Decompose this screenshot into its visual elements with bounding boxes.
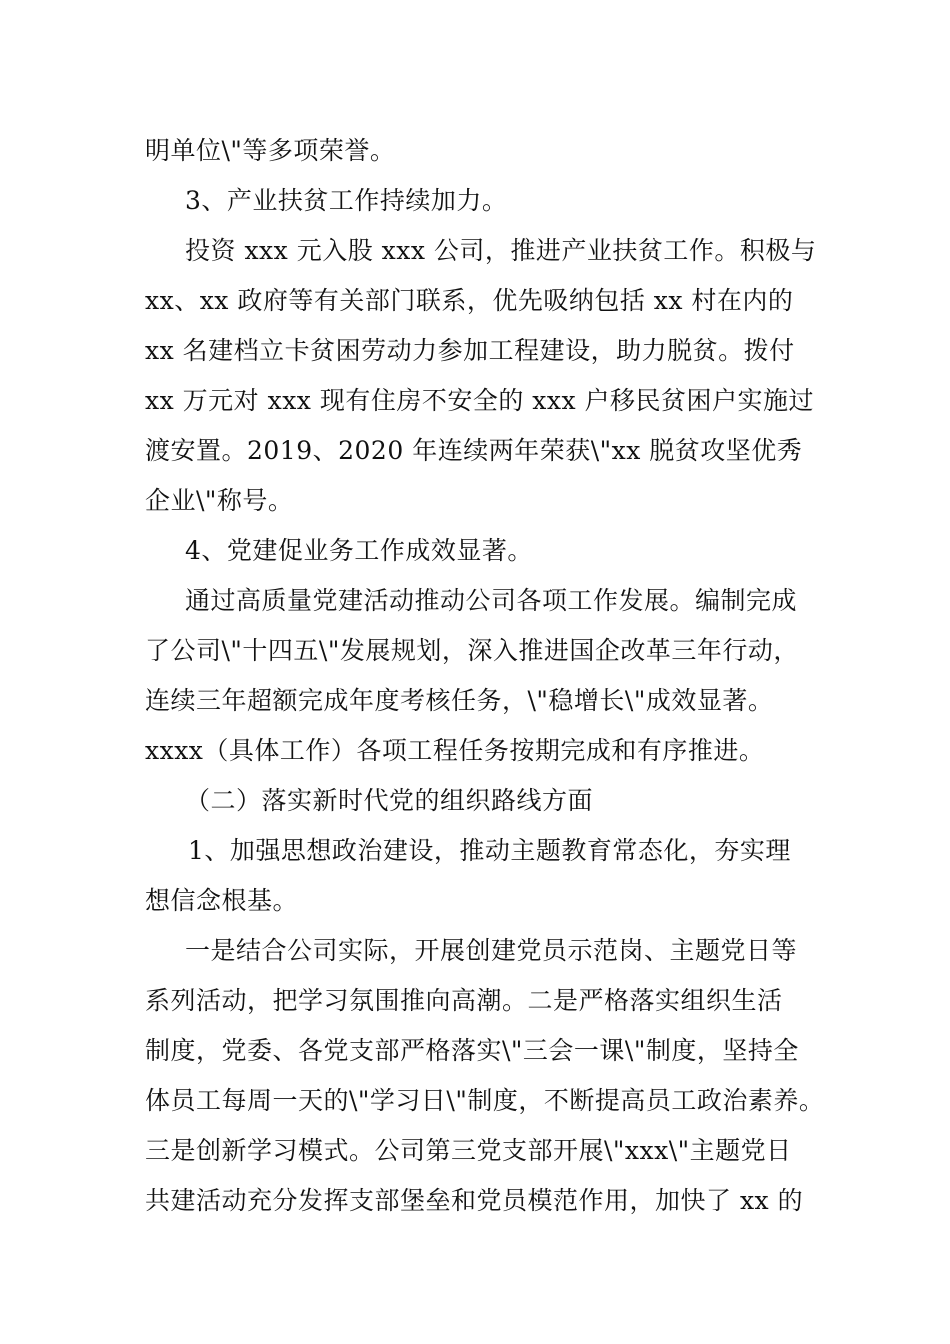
text-line: xxxx（具体工作）各项工程任务按期完成和有序推进。 [145,736,765,765]
text-line: 了公司\"十四五\"发展规划，深入推进国企改革三年行动， [145,636,799,665]
text-line: 三是创新学习模式。公司第三党支部开展\"xxx\"主题党日 [145,1136,792,1165]
text-line: 通过高质量党建活动推动公司各项工作发展。编制完成 [185,586,798,615]
text-line: xx、xx 政府等有关部门联系，优先吸纳包括 xx 村在内的 [145,286,794,315]
subheading-party-building: 4、党建促业务工作成效显著。 [185,536,533,565]
subheading-ideology: 1、加强思想政治建设，推动主题教育常态化，夯实理 [188,836,791,865]
text-line: 一是结合公司实际，开展创建党员示范岗、主题党日等 [185,936,798,965]
text-line: 连续三年超额完成年度考核任务，\"稳增长\"成效显著。 [145,686,774,715]
text-line: 投资 xxx 元入股 xxx 公司，推进产业扶贫工作。积极与 [185,236,817,265]
text-line: 企业\"称号。 [145,486,294,515]
text-line: 系列活动，把学习氛围推向高潮。二是严格落实组织生活 [145,986,783,1015]
text-line: xx 名建档立卡贫困劳动力参加工程建设，助力脱贫。拨付 [145,336,795,365]
text-line: 渡安置。2019、2020 年连续两年荣获\"xx 脱贫攻坚优秀 [145,436,803,465]
subheading-industry-poverty: 3、产业扶贫工作持续加力。 [185,186,508,215]
text-line: 想信念根基。 [145,886,299,915]
text-line: 明单位\"等多项荣誉。 [145,136,396,165]
section-heading: （二）落实新时代党的组织路线方面 [185,786,594,815]
text-line: 制度，党委、各党支部严格落实\"三会一课\"制度，坚持全 [145,1036,799,1065]
text-line: 体员工每周一天的\"学习日\"制度，不断提高员工政治素养。 [145,1086,825,1115]
text-line: 共建活动充分发挥支部堡垒和党员模范作用，加快了 xx 的 [145,1186,804,1215]
text-line: xx 万元对 xxx 现有住房不安全的 xxx 户移民贫困户实施过 [145,386,815,415]
